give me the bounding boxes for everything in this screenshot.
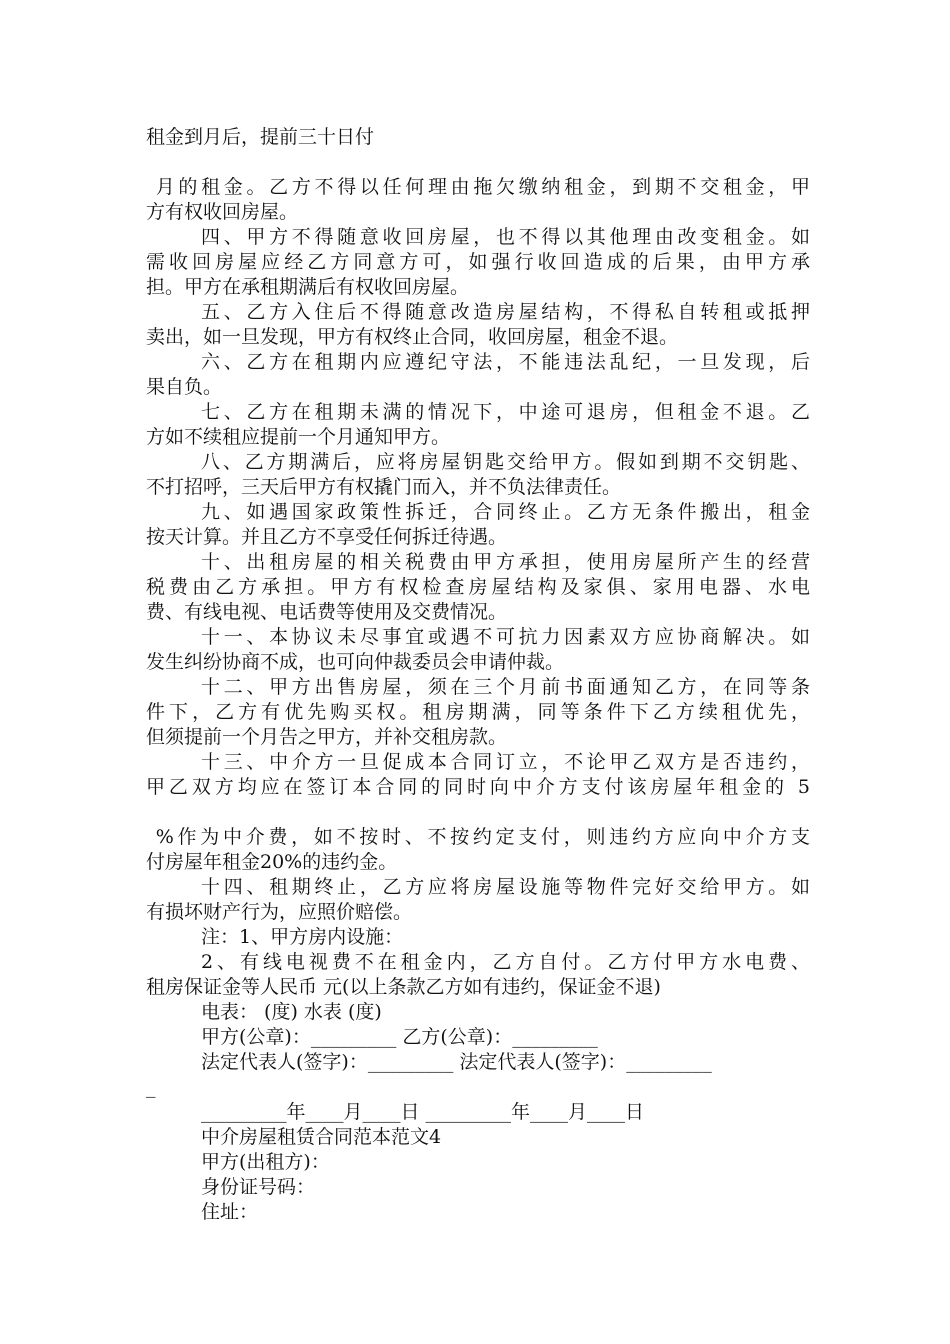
text-line: 注：1、甲方房内设施： xyxy=(201,926,404,948)
text-line: 方如不续租应提前一个月通知甲方。 xyxy=(146,426,451,448)
text-line: 四、甲方不得随意收回房屋，也不得以其他理由改变租金。如 xyxy=(201,226,810,248)
section-title: 中介房屋租赁合同范本范文4 xyxy=(201,1126,442,1148)
text-line: 卖出，如一旦发现，甲方有权终止合同，收回房屋，租金不退。 xyxy=(146,326,679,348)
text-line: 十一、本协议未尽事宜或遇不可抗力因素双方应协商解决。如 xyxy=(201,626,810,648)
text-line: 九、如遇国家政策性拆迁，合同终止。乙方无条件搬出，租金 xyxy=(201,501,810,523)
text-line: 十二、甲方出售房屋，须在三个月前书面通知乙方，在同等条 xyxy=(201,676,810,698)
text-line: _ xyxy=(146,1076,156,1098)
signature-line: 甲方(公章)：_________ 乙方(公章)：_________ xyxy=(201,1026,598,1048)
text-line: 担。甲方在承租期满后有权收回房屋。 xyxy=(146,276,470,298)
text-line: 五、乙方入住后不得随意改造房屋结构，不得私自转租或抵押 xyxy=(201,301,810,323)
text-line: 方有权收回房屋。 xyxy=(146,201,299,223)
text-line: 但须提前一个月告之甲方，并补交租房款。 xyxy=(146,726,508,748)
text-line: 身份证号码： xyxy=(201,1176,316,1198)
signature-line: 法定代表人(签字)：_________ 法定代表人(签字)：_________ xyxy=(201,1051,712,1073)
text-line: 甲乙双方均应在签订本合同的同时向中介方支付该房屋年租金的 5 xyxy=(146,776,810,798)
text-line: 件下，乙方有优先购买权。租房期满，同等条件下乙方续租优先， xyxy=(146,701,810,723)
text-line: 有损坏财产行为，应照价赔偿。 xyxy=(146,901,413,923)
text-line: 发生纠纷协商不成，也可向仲裁委员会申请仲裁。 xyxy=(146,651,565,673)
text-line: 六、乙方在租期内应遵纪守法，不能违法乱纪，一旦发现，后 xyxy=(201,351,810,373)
text-line: 月的租金。乙方不得以任何理由拖欠缴纳租金，到期不交租金，甲 xyxy=(146,176,810,198)
text-line: 租金到月后，提前三十日付 xyxy=(146,126,375,148)
text-line: 八、乙方期满后，应将房屋钥匙交给甲方。假如到期不交钥匙、 xyxy=(201,451,810,473)
text-line: 租房保证金等人民币 元(以上条款乙方如有违约，保证金不退) xyxy=(146,976,661,998)
text-line: 费、有线电视、电话费等使用及交费情况。 xyxy=(146,601,508,623)
text-line: 2、有线电视费不在租金内，乙方自付。乙方付甲方水电费、 xyxy=(201,951,810,973)
text-line: 需收回房屋应经乙方同意方可，如强行收回造成的后果，由甲方承 xyxy=(146,251,810,273)
text-line: 不打招呼，三天后甲方有权撬门而入，并不负法律责任。 xyxy=(146,476,622,498)
text-line: %作为中介费，如不按时、不按约定支付，则违约方应向中介方支 xyxy=(146,826,810,848)
text-line: 十、出租房屋的相关税费由甲方承担，使用房屋所产生的经营 xyxy=(201,551,810,573)
text-line: 十三、中介方一旦促成本合同订立，不论甲乙双方是否违约， xyxy=(201,751,810,773)
text-line: 甲方(出租方)： xyxy=(201,1151,330,1173)
text-line: 果自负。 xyxy=(146,376,223,398)
text-line: 十四、租期终止，乙方应将房屋设施等物件完好交给甲方。如 xyxy=(201,876,810,898)
text-line: 七、乙方在租期未满的情况下，中途可退房，但租金不退。乙 xyxy=(201,401,810,423)
text-line: 按天计算。并且乙方不享受任何拆迁待遇。 xyxy=(146,526,508,548)
text-line: 税费由乙方承担。甲方有权检查房屋结构及家俱、家用电器、水电 xyxy=(146,576,810,598)
text-line: 住址： xyxy=(201,1201,259,1223)
text-line: 付房屋年租金20%的违约金。 xyxy=(146,851,398,873)
date-line: _________年____月____日 _________年____月____日 xyxy=(201,1101,645,1123)
text-line: 电表： (度) 水表 (度) xyxy=(201,1001,382,1023)
